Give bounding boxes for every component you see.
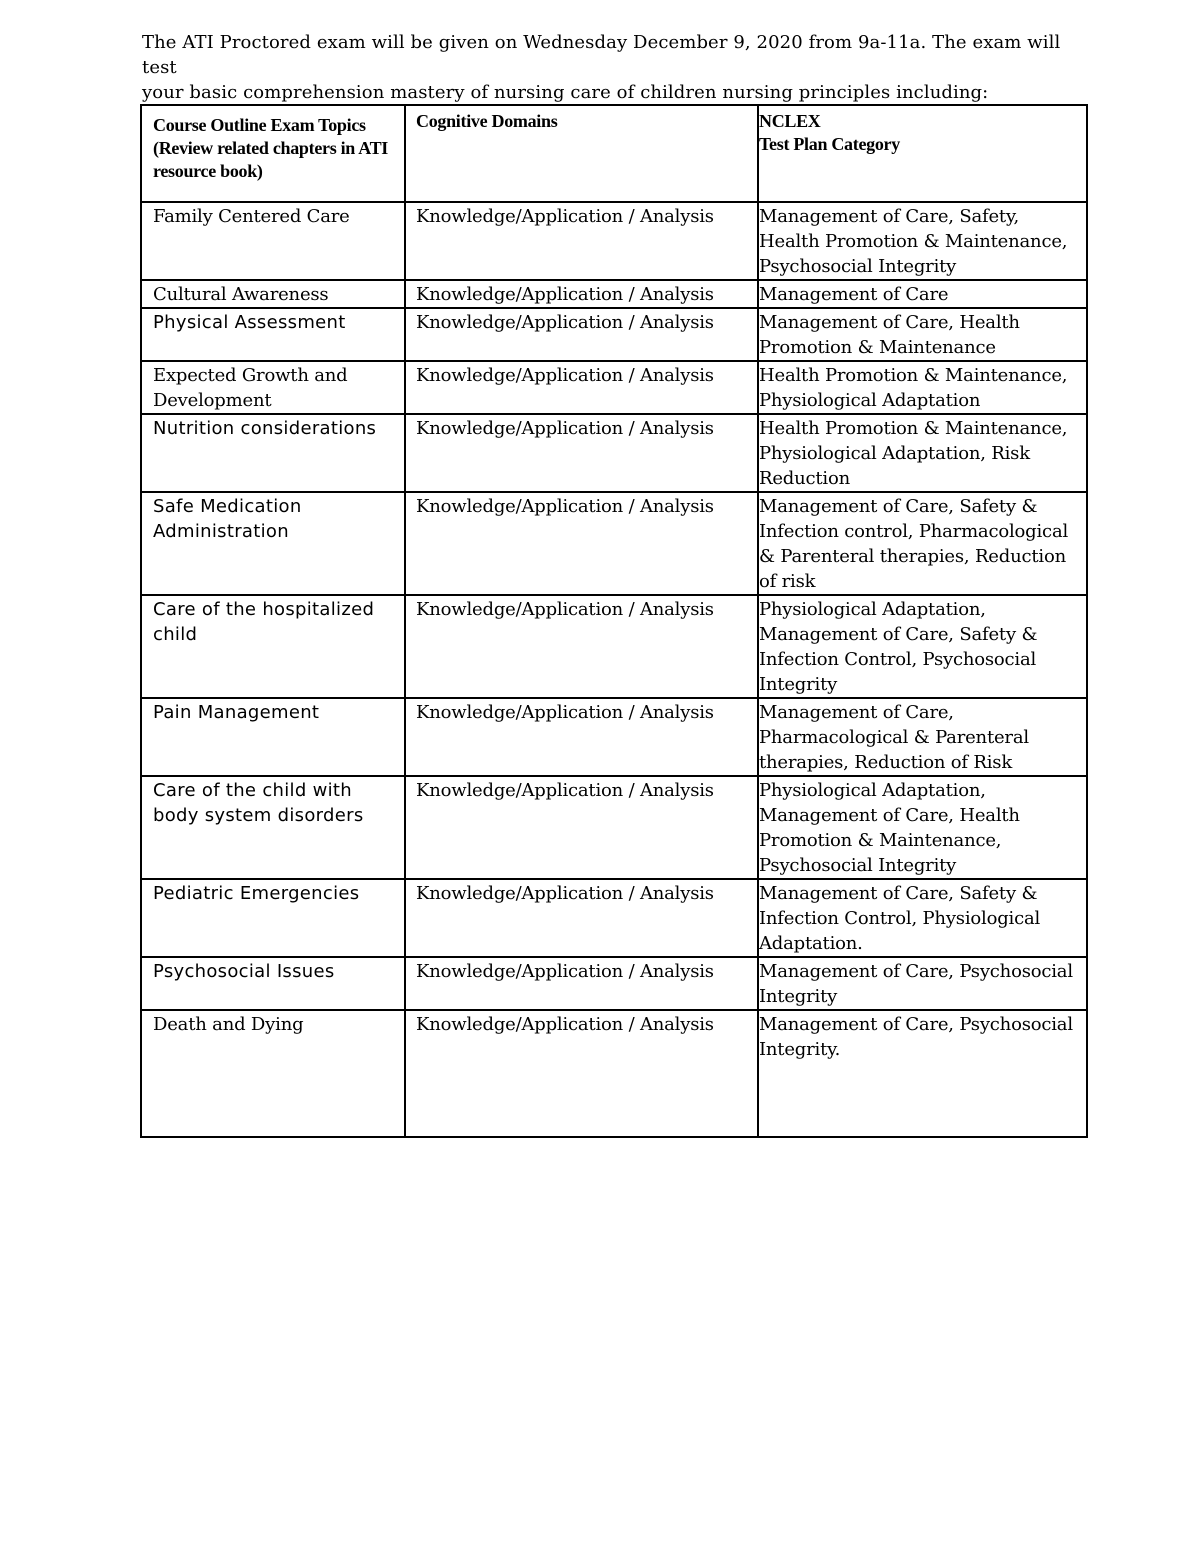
nclex-cell: Management of Care, Health Promotion & Maintenance	[758, 308, 1087, 361]
header-nclex-category: NCLEX Test Plan Category	[758, 105, 1087, 202]
exam-topics-table	[140, 104, 1088, 1138]
table-header-row	[141, 105, 1087, 202]
topic-cell: Cultural Awareness	[141, 280, 405, 308]
table-row	[141, 776, 1087, 879]
table-row	[141, 361, 1087, 414]
nclex-cell: Physiological Adaptation, Management of Care, Health Promotion & Maintenance, Psychosocial Integrity	[758, 776, 1087, 879]
domains-cell: Knowledge/Application / Analysis	[405, 776, 758, 879]
table-row	[141, 308, 1087, 361]
topic-cell: Care of the hospitalized child	[141, 595, 405, 698]
topic-cell: Pain Management	[141, 698, 405, 776]
nclex-cell: Management of Care	[758, 280, 1087, 308]
nclex-cell: Management of Care, Safety & Infection control, Pharmacological & Parenteral therapies, Reduction of risk	[758, 492, 1087, 595]
nclex-cell: Health Promotion & Maintenance, Physiological Adaptation	[758, 361, 1087, 414]
table-row	[141, 202, 1087, 280]
topic-cell: Family Centered Care	[141, 202, 405, 280]
domains-cell: Knowledge/Application / Analysis	[405, 492, 758, 595]
topic-cell: Nutrition considerations	[141, 414, 405, 492]
topic-cell: Care of the child with body system disorders	[141, 776, 405, 879]
table-row	[141, 492, 1087, 595]
nclex-cell: Management of Care, Safety & Infection Control, Physiological Adaptation.	[758, 879, 1087, 957]
intro-line-1: The ATI Proctored exam will be given on Wednesday December 9, 2020 from 9a-11a. The exam will test	[142, 32, 1061, 78]
domains-cell: Knowledge/Application / Analysis	[405, 280, 758, 308]
domains-cell: Knowledge/Application / Analysis	[405, 308, 758, 361]
nclex-cell: Management of Care, Pharmacological & Parenteral therapies, Reduction of Risk	[758, 698, 1087, 776]
domains-cell: Knowledge/Application / Analysis	[405, 202, 758, 280]
nclex-cell: Management of Care, Psychosocial Integrity.	[758, 1010, 1087, 1137]
domains-cell: Knowledge/Application / Analysis	[405, 1010, 758, 1137]
intro-paragraph	[142, 30, 1082, 105]
domains-cell: Knowledge/Application / Analysis	[405, 957, 758, 1010]
domains-cell: Knowledge/Application / Analysis	[405, 595, 758, 698]
topic-cell: Psychosocial Issues	[141, 957, 405, 1010]
table-row	[141, 957, 1087, 1010]
topic-cell: Pediatric Emergencies	[141, 879, 405, 957]
header-cognitive-domains: Cognitive Domains	[405, 105, 758, 202]
table-row	[141, 698, 1087, 776]
table-row	[141, 280, 1087, 308]
header-course-topics: Course Outline Exam Topics (Review related chapters in ATI resource book)	[141, 105, 405, 202]
table-row	[141, 879, 1087, 957]
table-row	[141, 595, 1087, 698]
domains-cell: Knowledge/Application / Analysis	[405, 698, 758, 776]
nclex-cell: Health Promotion & Maintenance, Physiological Adaptation, Risk Reduction	[758, 414, 1087, 492]
nclex-cell: Management of Care, Safety, Health Promotion & Maintenance, Psychosocial Integrity	[758, 202, 1087, 280]
nclex-cell: Management of Care, Psychosocial Integrity	[758, 957, 1087, 1010]
intro-line-2: your basic comprehension mastery of nursing care of children nursing principles including:	[142, 82, 989, 103]
nclex-cell: Physiological Adaptation, Management of Care, Safety & Infection Control, Psychosocial Integrity	[758, 595, 1087, 698]
domains-cell: Knowledge/Application / Analysis	[405, 414, 758, 492]
topic-cell: Expected Growth and Development	[141, 361, 405, 414]
table-row	[141, 414, 1087, 492]
topic-cell: Physical Assessment	[141, 308, 405, 361]
domains-cell: Knowledge/Application / Analysis	[405, 879, 758, 957]
table-row	[141, 1010, 1087, 1137]
domains-cell: Knowledge/Application / Analysis	[405, 361, 758, 414]
topic-cell: Death and Dying	[141, 1010, 405, 1137]
topic-cell: Safe Medication Administration	[141, 492, 405, 595]
